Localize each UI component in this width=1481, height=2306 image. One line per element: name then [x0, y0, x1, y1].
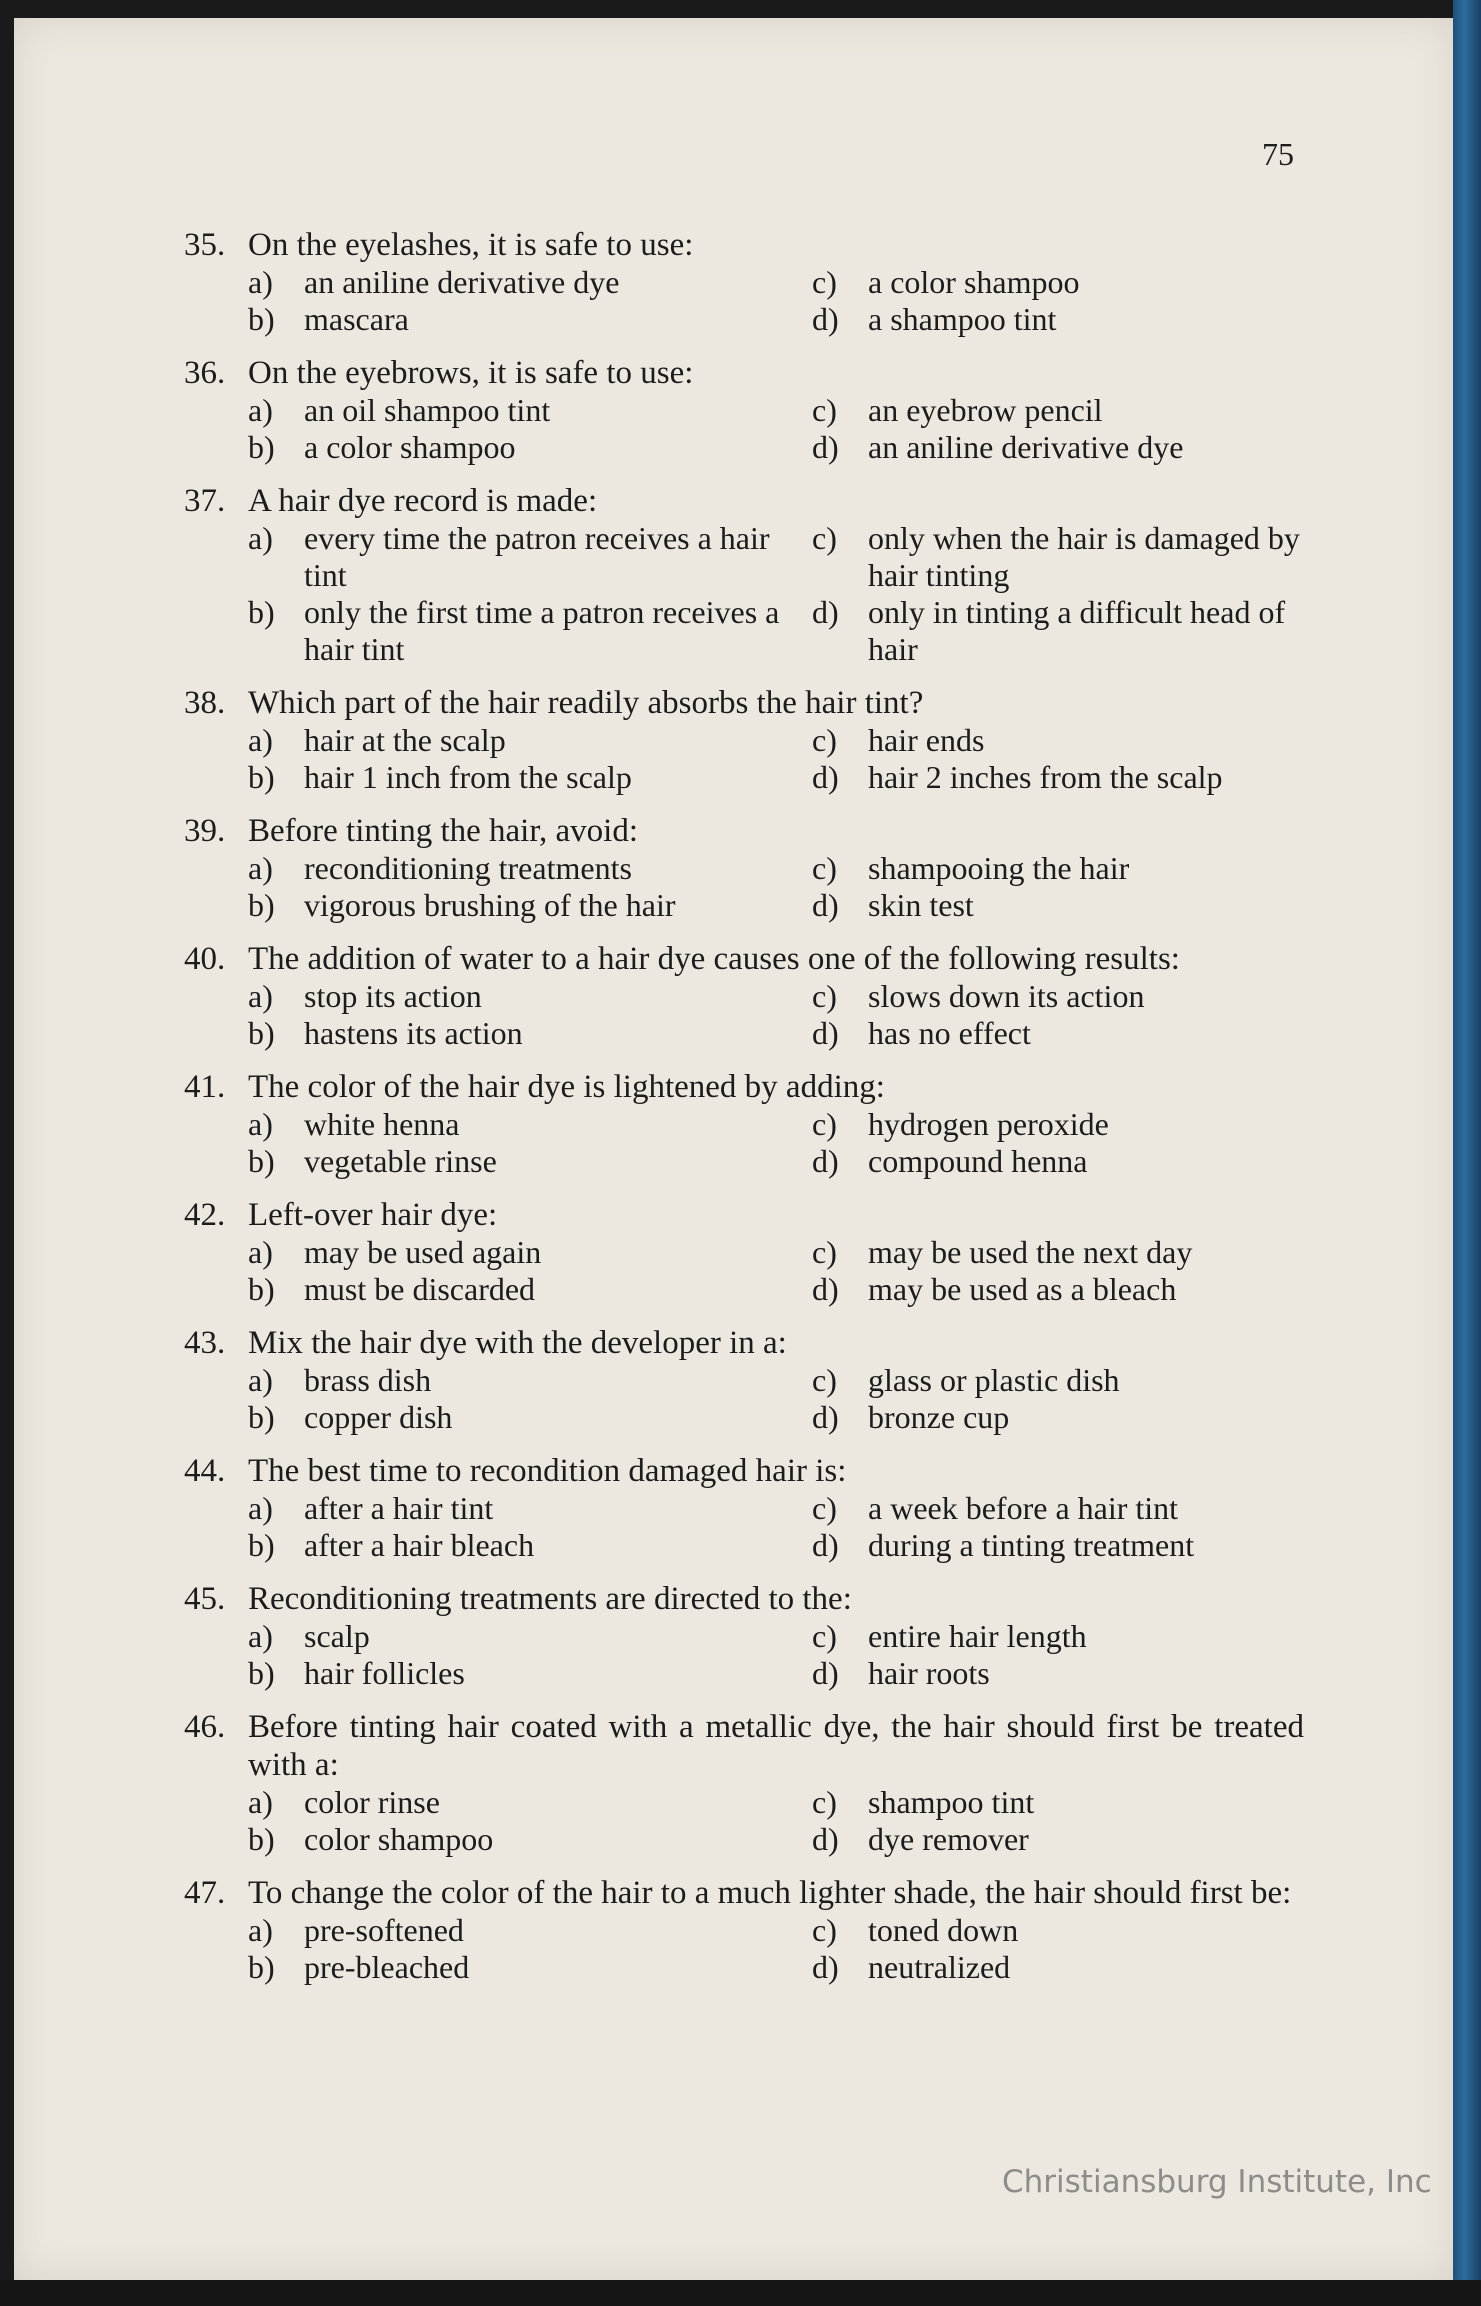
option-letter: a) [248, 392, 273, 428]
question-number: 47. [184, 1875, 226, 1911]
answer-option [248, 392, 812, 429]
question-item [184, 1452, 1304, 1564]
answer-options [248, 520, 1304, 668]
book-page [14, 18, 1454, 2280]
answer-option [248, 1949, 812, 1986]
question-header [184, 482, 1304, 520]
option-text: has no effect [868, 1015, 1031, 1051]
option-text: hair roots [868, 1655, 990, 1691]
option-text: may be used the next day [868, 1234, 1193, 1270]
question-text: On the eyebrows, it is safe to use: [248, 355, 694, 391]
option-text: an aniline derivative dye [304, 264, 620, 300]
question-number: 41. [184, 1069, 226, 1105]
option-letter: d) [812, 1399, 839, 1435]
answer-option [248, 301, 812, 338]
question-text: Mix the hair dye with the developer in a: [248, 1325, 787, 1361]
question-text: The color of the hair dye is lightened by adding: [248, 1069, 885, 1105]
option-letter: c) [812, 520, 837, 556]
answer-option [812, 594, 1352, 668]
option-text: glass or plastic dish [868, 1362, 1120, 1398]
option-text: compound henna [868, 1143, 1088, 1179]
option-text: shampoo tint [868, 1784, 1035, 1820]
answer-option [248, 1655, 812, 1692]
answer-option [812, 1106, 1352, 1143]
option-text: color rinse [304, 1784, 440, 1820]
option-text: an aniline derivative dye [868, 429, 1184, 465]
option-text: hair ends [868, 722, 985, 758]
question-item [184, 226, 1304, 338]
option-text: must be discarded [304, 1271, 536, 1307]
option-letter: b) [248, 759, 275, 795]
option-letter: c) [812, 1234, 837, 1270]
question-item [184, 684, 1304, 796]
option-letter: d) [812, 887, 839, 923]
answer-options [248, 1490, 1304, 1564]
answer-options [248, 722, 1304, 796]
option-letter: a) [248, 264, 273, 300]
page-number: 75 [1262, 136, 1294, 172]
option-text: mascara [304, 301, 409, 337]
question-header [184, 1452, 1304, 1490]
question-text: On the eyelashes, it is safe to use: [248, 227, 694, 263]
question-item [184, 1708, 1304, 1858]
question-header [184, 940, 1304, 978]
answer-option [812, 392, 1352, 429]
answer-option [248, 264, 812, 301]
option-letter: d) [812, 1271, 839, 1307]
question-text: The best time to recondition damaged hair is: [248, 1453, 847, 1489]
question-item [184, 1874, 1304, 1986]
answer-option [812, 1362, 1352, 1399]
question-item [184, 812, 1304, 924]
question-number: 42. [184, 1197, 226, 1233]
option-letter: c) [812, 850, 837, 886]
option-letter: b) [248, 594, 275, 630]
question-item [184, 354, 1304, 466]
option-letter: a) [248, 850, 273, 886]
question-header [184, 354, 1304, 392]
answer-options [248, 1362, 1304, 1436]
question-item [184, 940, 1304, 1052]
option-text: shampooing the hair [868, 850, 1130, 886]
option-text: hair 2 inches from the scalp [868, 759, 1223, 795]
answer-option [248, 722, 812, 759]
question-item [184, 482, 1304, 668]
option-text: pre-softened [304, 1912, 464, 1948]
option-letter: b) [248, 1655, 275, 1691]
answer-options [248, 1912, 1304, 1986]
watermark: Christiansburg Institute, Inc [1002, 2164, 1432, 2200]
answer-option [812, 429, 1352, 466]
option-letter: a) [248, 1912, 273, 1948]
option-letter: b) [248, 301, 275, 337]
answer-option [812, 1490, 1352, 1527]
question-text: A hair dye record is made: [248, 483, 598, 519]
question-text: Reconditioning treatments are directed to the: [248, 1581, 852, 1617]
answer-option [248, 1784, 812, 1821]
option-text: may be used again [304, 1234, 542, 1270]
option-letter: b) [248, 1399, 275, 1435]
answer-option [248, 1821, 812, 1858]
option-text: stop its action [304, 978, 482, 1014]
answer-option [812, 1399, 1352, 1436]
option-text: vigorous brushing of the hair [304, 887, 676, 923]
option-text: pre-bleached [304, 1949, 470, 1985]
option-letter: d) [812, 759, 839, 795]
answer-option [812, 301, 1352, 338]
option-letter: d) [812, 1015, 839, 1051]
answer-option [248, 1912, 812, 1949]
answer-option [812, 1655, 1352, 1692]
option-text: a shampoo tint [868, 301, 1057, 337]
option-letter: a) [248, 1106, 273, 1142]
question-number: 44. [184, 1453, 226, 1489]
option-letter: b) [248, 1271, 275, 1307]
question-number: 46. [184, 1709, 226, 1745]
option-text: hair follicles [304, 1655, 465, 1691]
question-header [184, 1324, 1304, 1362]
answer-options [248, 850, 1304, 924]
answer-option [812, 1821, 1352, 1858]
question-text: Left-over hair dye: [248, 1197, 498, 1233]
answer-option [812, 1784, 1352, 1821]
option-text: may be used as a bleach [868, 1271, 1177, 1307]
option-letter: a) [248, 1618, 273, 1654]
question-number: 40. [184, 941, 226, 977]
option-letter: a) [248, 1234, 273, 1270]
option-text: a week before a hair tint [868, 1490, 1179, 1526]
option-letter: b) [248, 1015, 275, 1051]
question-number: 35. [184, 227, 226, 263]
answer-option [812, 520, 1352, 594]
option-text: reconditioning treatments [304, 850, 632, 886]
question-text: Before tinting the hair, avoid: [248, 813, 638, 849]
answer-option [248, 759, 812, 796]
option-text: vegetable rinse [304, 1143, 497, 1179]
option-letter: a) [248, 1362, 273, 1398]
answer-option [248, 1618, 812, 1655]
option-text: an eyebrow pencil [868, 392, 1103, 428]
answer-option [248, 887, 812, 924]
question-item [184, 1324, 1304, 1436]
question-header [184, 684, 1304, 722]
option-text: only in tinting a difficult head of hair [868, 594, 1286, 667]
option-text: neutralized [868, 1949, 1011, 1985]
answer-options [248, 1106, 1304, 1180]
answer-option [812, 722, 1352, 759]
question-list [184, 226, 1304, 2002]
option-letter: a) [248, 1490, 273, 1526]
option-letter: a) [248, 1784, 273, 1820]
answer-options [248, 1618, 1304, 1692]
question-number: 43. [184, 1325, 226, 1361]
answer-option [812, 1015, 1352, 1052]
option-text: only the first time a patron receives a hair tint [304, 594, 780, 667]
answer-option [812, 1271, 1352, 1308]
option-text: slows down its action [868, 978, 1145, 1014]
answer-options [248, 978, 1304, 1052]
option-text: after a hair bleach [304, 1527, 535, 1563]
answer-option [248, 1143, 812, 1180]
option-letter: c) [812, 978, 837, 1014]
option-letter: c) [812, 1362, 837, 1398]
answer-option [248, 429, 812, 466]
question-header [184, 1196, 1304, 1234]
option-text: dye remover [868, 1821, 1029, 1857]
answer-option [812, 978, 1352, 1015]
answer-option [812, 1527, 1352, 1564]
question-header [184, 1708, 1304, 1784]
answer-option [812, 1949, 1352, 1986]
answer-options [248, 1784, 1304, 1858]
answer-option [248, 1527, 812, 1564]
option-text: every time the patron receives a hair tint [304, 520, 770, 593]
option-letter: d) [812, 594, 839, 630]
option-text: hydrogen peroxide [868, 1106, 1109, 1142]
answer-option [812, 850, 1352, 887]
question-text: The addition of water to a hair dye causes one of the following results: [248, 941, 1180, 977]
answer-option [812, 887, 1352, 924]
option-text: copper dish [304, 1399, 453, 1435]
option-text: during a tinting treatment [868, 1527, 1195, 1563]
option-text: hair 1 inch from the scalp [304, 759, 632, 795]
option-letter: b) [248, 1143, 275, 1179]
background-edge [0, 2280, 1481, 2306]
answer-option [812, 1234, 1352, 1271]
answer-option [248, 978, 812, 1015]
option-text: skin test [868, 887, 974, 923]
answer-option [812, 1618, 1352, 1655]
option-letter: c) [812, 1618, 837, 1654]
question-text: Which part of the hair readily absorbs the hair tint? [248, 685, 924, 721]
option-letter: b) [248, 1821, 275, 1857]
option-text: only when the hair is damaged by hair tinting [868, 520, 1300, 593]
option-letter: d) [812, 1143, 839, 1179]
option-letter: c) [812, 1106, 837, 1142]
question-text: To change the color of the hair to a much lighter shade, the hair should first be: [248, 1875, 1292, 1911]
answer-option [248, 850, 812, 887]
option-letter: a) [248, 978, 273, 1014]
option-letter: c) [812, 392, 837, 428]
question-item [184, 1068, 1304, 1180]
question-header [184, 1580, 1304, 1618]
question-number: 39. [184, 813, 226, 849]
answer-options [248, 392, 1304, 466]
question-header [184, 1068, 1304, 1106]
answer-option [248, 1399, 812, 1436]
answer-option [812, 1143, 1352, 1180]
option-text: hair at the scalp [304, 722, 506, 758]
option-text: bronze cup [868, 1399, 1010, 1435]
question-number: 36. [184, 355, 226, 391]
option-letter: c) [812, 1912, 837, 1948]
option-text: a color shampoo [304, 429, 516, 465]
option-letter: c) [812, 1490, 837, 1526]
question-header [184, 226, 1304, 264]
answer-options [248, 1234, 1304, 1308]
question-number: 37. [184, 483, 226, 519]
answer-option [248, 1362, 812, 1399]
answer-options [248, 264, 1304, 338]
option-letter: b) [248, 1949, 275, 1985]
question-number: 38. [184, 685, 226, 721]
question-text: Before tinting hair coated with a metallic dye, the hair should first be treated with a: [248, 1709, 1304, 1783]
option-text: a color shampoo [868, 264, 1080, 300]
option-letter: a) [248, 520, 273, 556]
option-letter: b) [248, 887, 275, 923]
answer-option [248, 1490, 812, 1527]
answer-option [248, 1015, 812, 1052]
option-text: brass dish [304, 1362, 432, 1398]
question-header [184, 1874, 1304, 1912]
option-text: toned down [868, 1912, 1019, 1948]
option-text: entire hair length [868, 1618, 1087, 1654]
option-letter: d) [812, 429, 839, 465]
answer-option [812, 264, 1352, 301]
answer-option [812, 1912, 1352, 1949]
question-item [184, 1580, 1304, 1692]
option-letter: d) [812, 1949, 839, 1985]
answer-option [248, 1106, 812, 1143]
option-letter: c) [812, 722, 837, 758]
option-text: after a hair tint [304, 1490, 494, 1526]
option-text: an oil shampoo tint [304, 392, 551, 428]
question-item [184, 1196, 1304, 1308]
answer-option [248, 1271, 812, 1308]
option-text: scalp [304, 1618, 370, 1654]
option-text: color shampoo [304, 1821, 494, 1857]
option-letter: d) [812, 1821, 839, 1857]
book-cover-edge [1453, 0, 1481, 2306]
option-text: hastens its action [304, 1015, 523, 1051]
answer-option [248, 520, 812, 594]
option-text: white henna [304, 1106, 460, 1142]
answer-option [812, 759, 1352, 796]
answer-option [248, 594, 812, 668]
option-letter: a) [248, 722, 273, 758]
question-number: 45. [184, 1581, 226, 1617]
option-letter: c) [812, 264, 837, 300]
question-header [184, 812, 1304, 850]
option-letter: d) [812, 301, 839, 337]
option-letter: b) [248, 429, 275, 465]
answer-option [248, 1234, 812, 1271]
option-letter: c) [812, 1784, 837, 1820]
option-letter: d) [812, 1527, 839, 1563]
option-letter: b) [248, 1527, 275, 1563]
option-letter: d) [812, 1655, 839, 1691]
